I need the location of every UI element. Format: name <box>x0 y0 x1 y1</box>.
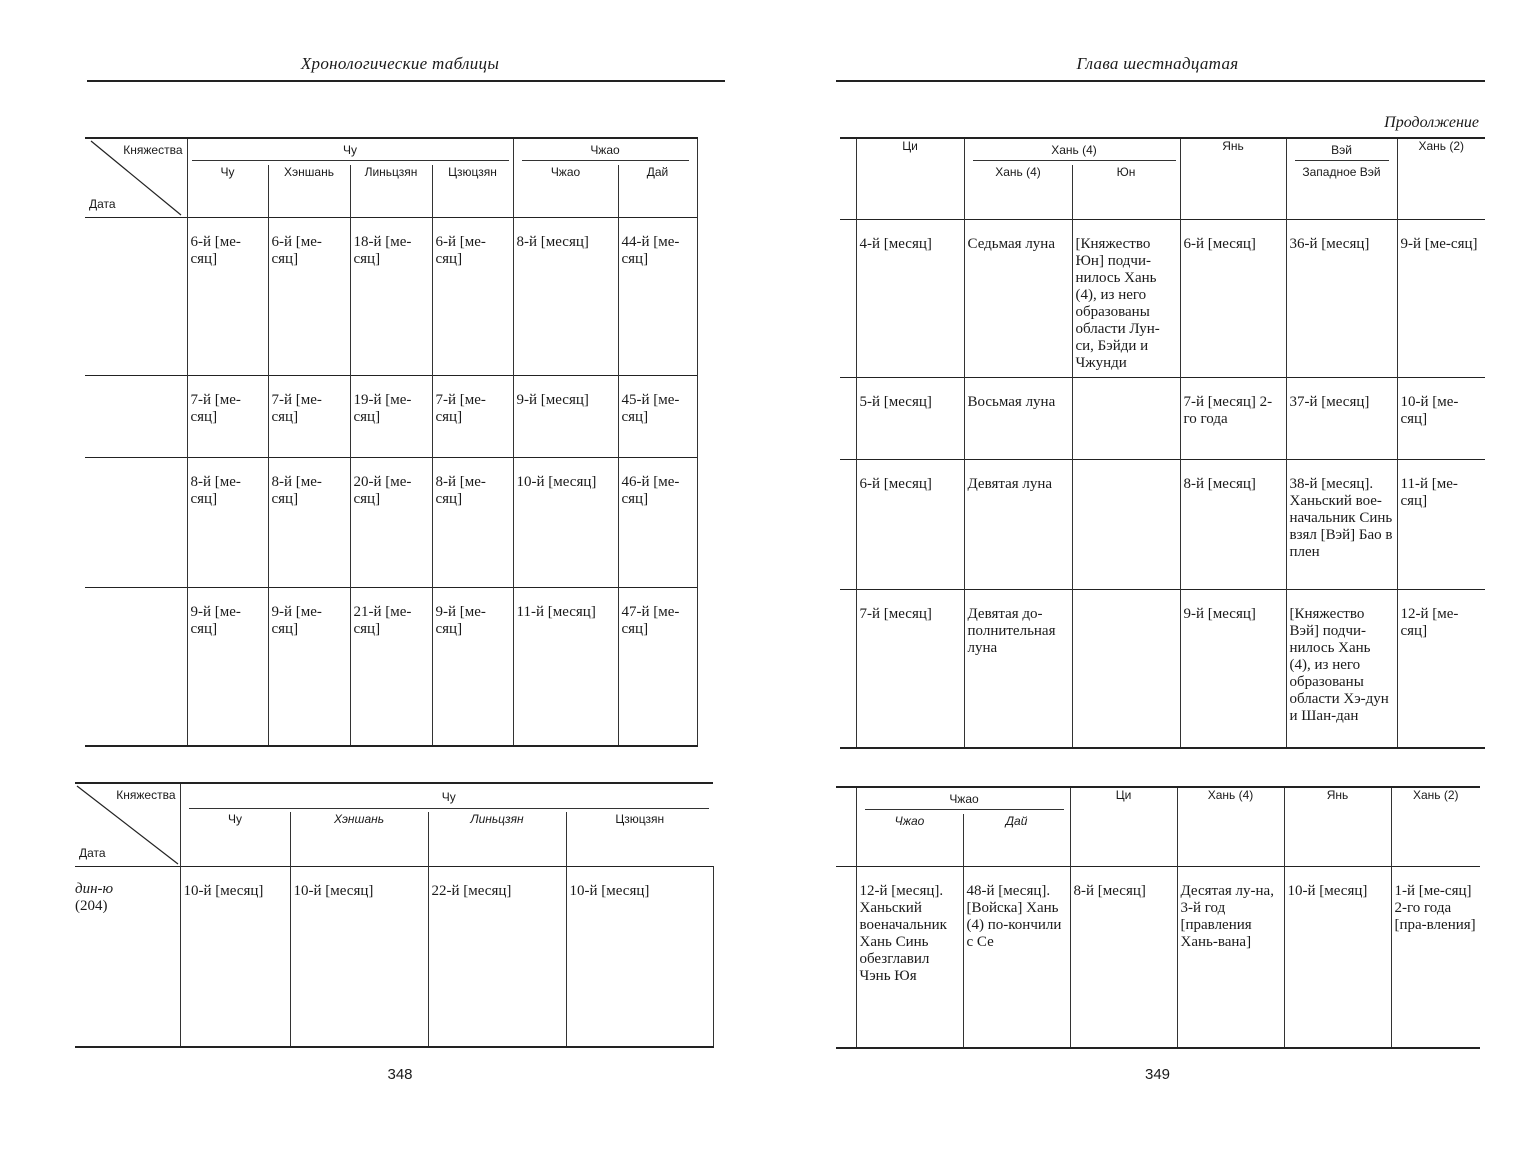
col-header-zhao: Чжао <box>856 814 963 866</box>
table-cell: 10-й [месяц] <box>566 867 713 1047</box>
table-cell: 11-й [месяц] <box>513 588 618 746</box>
table-cell: 7-й [ме-сяц] <box>187 376 268 458</box>
table-cell: 6-й [ме-сяц] <box>187 218 268 376</box>
chronology-table-left-2 <box>75 782 714 1048</box>
table-cell: 9-й [месяц] <box>513 376 618 458</box>
spacer-cell <box>840 590 856 748</box>
table-cell: 12-й [ме-сяц] <box>1397 590 1485 748</box>
table-cell: 6-й [ме-сяц] <box>432 218 513 376</box>
table-cell: 45-й [ме-сяц] <box>618 376 697 458</box>
table-cell: 22-й [месяц] <box>428 867 566 1047</box>
running-head: Глава шестнадцатая <box>1076 54 1239 73</box>
page-number: 348 <box>387 1066 413 1083</box>
corner-label-principalities: Княжества <box>123 143 183 157</box>
table-cell: 46-й [ме-сяц] <box>618 458 697 588</box>
spacer-cell <box>840 220 856 378</box>
col-header-west-wei: Западное Вэй <box>1286 165 1397 219</box>
table-row <box>836 866 1480 1048</box>
table-row <box>840 590 1485 748</box>
table-cell: 8-й [ме-сяц] <box>268 458 350 588</box>
table-cell: 9-й [ме-сяц] <box>268 588 350 746</box>
table-cell: 18-й [ме-сяц] <box>350 218 432 376</box>
table-cell: 44-й [ме-сяц] <box>618 218 697 376</box>
table-cell: 9-й [ме-сяц] <box>432 588 513 746</box>
date-year: (204) <box>75 898 108 914</box>
table-cell: 48-й [месяц]. [Войска] Хань (4) по-кончили с Се <box>963 866 1070 1048</box>
corner-label-date: Дата <box>79 846 106 860</box>
spacer-cell <box>840 378 856 460</box>
page-number: 349 <box>1144 1066 1171 1083</box>
col-header: Дай <box>618 165 697 217</box>
table-cell: [Княжество Юн] подчи-нилось Хань (4), из него образованы области Лун-си, Бэйди и Чжунди <box>1072 220 1180 378</box>
table-cell: 1-й [ме-сяц] 2-го года [пра-вления] <box>1391 866 1480 1048</box>
col-header: Цзюцзян <box>566 812 713 866</box>
table-cell: 12-й [месяц]. Ханьский военачальник Хань Синь обезглавил Чэнь Юя <box>856 866 963 1048</box>
table-cell: Девятая луна <box>964 460 1072 590</box>
table-row <box>85 376 697 458</box>
table-cell: 47-й [ме-сяц] <box>618 588 697 746</box>
table-cell: 36-й [месяц] <box>1286 220 1397 378</box>
table-row <box>85 458 697 588</box>
table-cell: 19-й [ме-сяц] <box>350 376 432 458</box>
col-header-han2: Хань (2) <box>1391 787 1480 866</box>
col-header-dai: Дай <box>963 814 1070 866</box>
spacer-cell <box>840 138 856 220</box>
running-head: Хронологические таблицы <box>300 54 500 73</box>
col-header-yun: Юн <box>1072 165 1180 219</box>
col-header-han4: Хань (4) <box>964 165 1072 219</box>
col-header-qi: Ци <box>856 138 964 220</box>
chronology-table-right-1 <box>840 137 1485 749</box>
table-cell: 7-й [ме-сяц] <box>432 376 513 458</box>
table-cell: 7-й [месяц] 2-го года <box>1180 378 1286 460</box>
col-header-han2: Хань (2) <box>1397 138 1485 220</box>
table-cell: 8-й [месяц] <box>1070 866 1177 1048</box>
chronology-table-right-2 <box>836 786 1480 1049</box>
table-row <box>840 378 1485 460</box>
table-cell: 9-й [месяц] <box>1180 590 1286 748</box>
col-header: Цзюцзян <box>432 165 513 217</box>
table-cell: 37-й [месяц] <box>1286 378 1397 460</box>
table-cell: 8-й [ме-сяц] <box>187 458 268 588</box>
group-header-wei: Вэй <box>1286 138 1397 165</box>
group-header-han4: Хань (4) <box>964 138 1180 165</box>
continued-label: Продолжение <box>1384 114 1479 131</box>
spacer-cell <box>836 787 856 866</box>
header-rule <box>87 80 725 82</box>
table-cell: 6-й [месяц] <box>1180 220 1286 378</box>
table-cell: 9-й [ме-сяц] <box>1397 220 1485 378</box>
chronology-table-left-1 <box>85 137 698 747</box>
col-header: Чу <box>187 165 268 217</box>
table-row <box>85 588 697 746</box>
spacer-cell <box>836 866 856 1048</box>
table-row <box>85 218 697 376</box>
table-cell: Девятая до-полнительная луна <box>964 590 1072 748</box>
col-header-han4: Хань (4) <box>1177 787 1284 866</box>
table-cell: 11-й [ме-сяц] <box>1397 460 1485 590</box>
table-cell: 5-й [месяц] <box>856 378 964 460</box>
col-header: Линьцзян <box>350 165 432 217</box>
table-corner <box>85 138 187 218</box>
table-cell: 9-й [ме-сяц] <box>187 588 268 746</box>
spacer-cell <box>840 460 856 590</box>
table-cell: Десятая лу-на, 3-й год [правления Хань-вана] <box>1177 866 1284 1048</box>
date-label: дин-ю <box>75 881 114 897</box>
date-cell <box>85 458 187 588</box>
table-corner <box>75 783 180 867</box>
col-header-yan: Янь <box>1180 138 1286 220</box>
table-cell: 8-й [месяц] <box>1180 460 1286 590</box>
corner-label-date: Дата <box>89 197 116 211</box>
group-header-zhao: Чжао <box>513 138 697 165</box>
table-cell: 8-й [ме-сяц] <box>432 458 513 588</box>
left-page <box>75 0 725 1152</box>
col-header: Линьцзян <box>428 812 566 866</box>
table-row <box>75 867 713 1047</box>
table-cell: 7-й [месяц] <box>856 590 964 748</box>
table-cell: 6-й [месяц] <box>856 460 964 590</box>
table-cell: 4-й [месяц] <box>856 220 964 378</box>
table-row <box>840 460 1485 590</box>
corner-label-principalities: Княжества <box>116 788 176 802</box>
table-cell: Седьмая луна <box>964 220 1072 378</box>
table-cell: Восьмая луна <box>964 378 1072 460</box>
table-cell: 7-й [ме-сяц] <box>268 376 350 458</box>
col-header-yan: Янь <box>1284 787 1391 866</box>
table-cell: 20-й [ме-сяц] <box>350 458 432 588</box>
table-cell: 10-й [месяц] <box>180 867 290 1047</box>
col-header-qi: Ци <box>1070 787 1177 866</box>
table-cell <box>1072 378 1180 460</box>
col-header: Чжао <box>513 165 618 217</box>
col-header: Хэншань <box>290 812 428 866</box>
col-header: Чу <box>180 812 290 866</box>
col-header: Хэншань <box>268 165 350 217</box>
table-cell <box>1072 590 1180 748</box>
table-cell: 10-й [ме-сяц] <box>1397 378 1485 460</box>
date-cell <box>85 588 187 746</box>
group-header-chu: Чу <box>180 783 713 812</box>
table-cell: 10-й [месяц] <box>1284 866 1391 1048</box>
group-header-zhao: Чжао <box>856 787 1070 814</box>
group-header-chu: Чу <box>187 138 513 165</box>
table-cell: 10-й [месяц] <box>290 867 428 1047</box>
date-cell <box>85 218 187 376</box>
date-cell <box>75 867 180 1047</box>
header-rule <box>836 80 1485 82</box>
table-cell: 38-й [месяц]. Ханьский вое-начальник Синь взял [Вэй] Бао в плен <box>1286 460 1397 590</box>
table-cell: 6-й [ме-сяц] <box>268 218 350 376</box>
table-cell: 10-й [месяц] <box>513 458 618 588</box>
table-cell: 21-й [ме-сяц] <box>350 588 432 746</box>
table-cell: 8-й [месяц] <box>513 218 618 376</box>
table-cell: [Княжество Вэй] подчи-нилось Хань (4), из него образованы области Хэ-дун и Шан-дан <box>1286 590 1397 748</box>
right-page <box>830 0 1485 1152</box>
table-row <box>840 220 1485 378</box>
table-cell <box>1072 460 1180 590</box>
date-cell <box>85 376 187 458</box>
